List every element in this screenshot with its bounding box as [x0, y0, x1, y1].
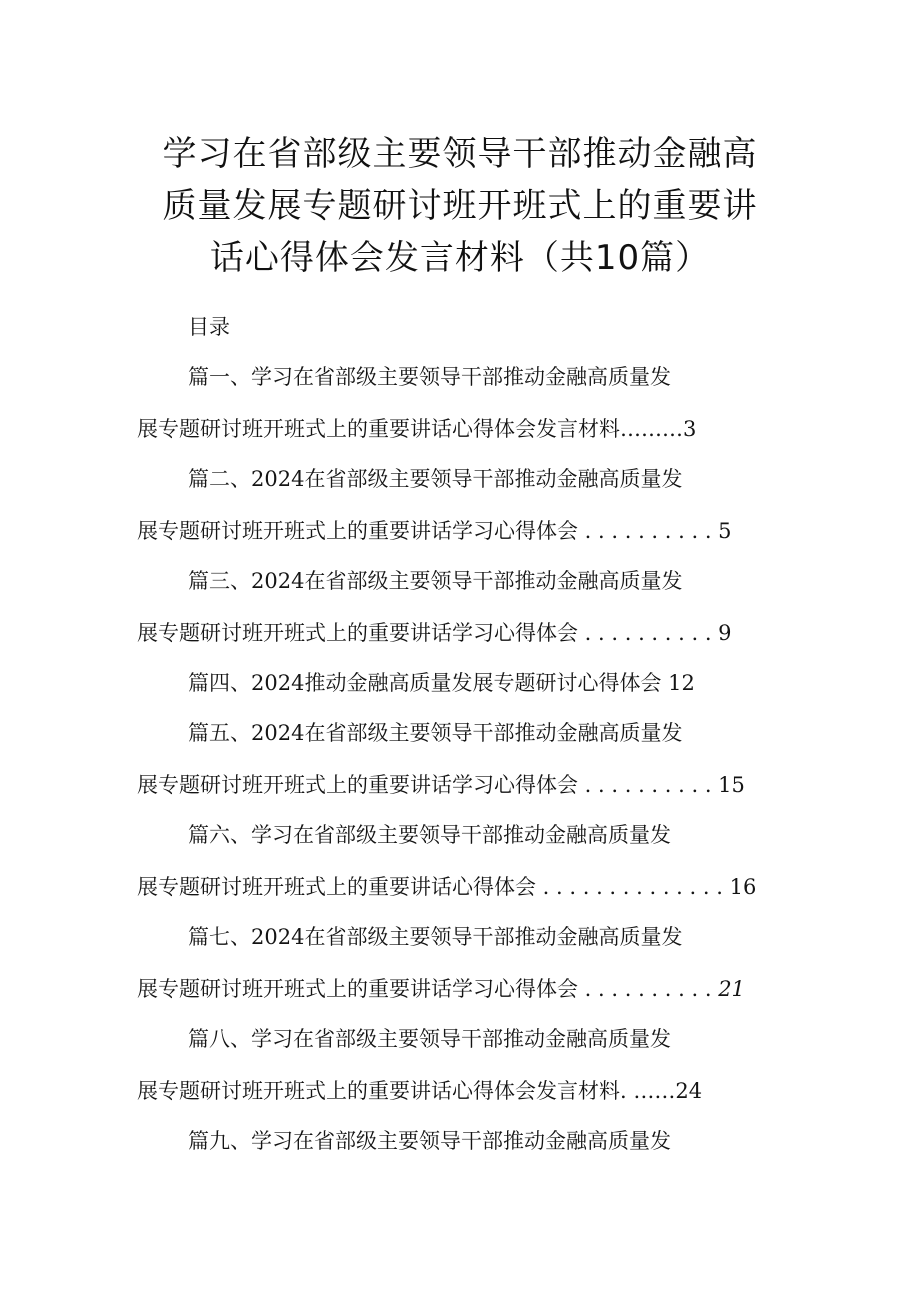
- toc-entry-7-line-1[interactable]: 篇七、2024在省部级主要领导干部推动金融高质量发: [188, 925, 683, 949]
- toc-entry-5-line-1[interactable]: 篇五、2024在省部级主要领导干部推动金融高质量发: [188, 721, 683, 745]
- toc-entry-2-line-2[interactable]: 展专题研讨班开班式上的重要讲话学习心得体会 . . . . . . . . . . 5: [137, 519, 732, 543]
- toc-entry-3-line-1[interactable]: 篇三、2024在省部级主要领导干部推动金融高质量发: [188, 569, 683, 593]
- toc-heading: 目录: [188, 315, 230, 339]
- toc-entry-7-page-number: 21: [718, 977, 745, 1001]
- toc-entry-4[interactable]: 篇四、2024推动金融高质量发展专题研讨心得体会 12: [188, 671, 695, 695]
- toc-entry-2-line-1[interactable]: 篇二、2024在省部级主要领导干部推动金融高质量发: [188, 467, 683, 491]
- toc-entry-8-line-2[interactable]: 展专题研讨班开班式上的重要讲话心得体会发言材料. ……24: [137, 1079, 703, 1103]
- toc-entry-6-line-2[interactable]: 展专题研讨班开班式上的重要讲话心得体会 . . . . . . . . . . . . . . 16: [137, 875, 757, 899]
- toc-entry-9-line-1[interactable]: 篇九、学习在省部级主要领导干部推动金融高质量发: [188, 1129, 671, 1153]
- toc-entry-7-line-2[interactable]: [137, 974, 745, 1004]
- toc-entry-6-line-1[interactable]: 篇六、学习在省部级主要领导干部推动金融高质量发: [188, 823, 671, 847]
- toc-entry-3-line-2[interactable]: 展专题研讨班开班式上的重要讲话学习心得体会 . . . . . . . . . . 9: [137, 621, 732, 645]
- document-title: 学习在省部级主要领导干部推动金融高质量发展专题研讨班开班式上的重要讲话心得体会发言材料（共10篇）: [162, 134, 758, 278]
- toc-entry-1-line-1[interactable]: 篇一、学习在省部级主要领导干部推动金融高质量发: [188, 365, 671, 389]
- toc-entry-7-text: 展专题研讨班开班式上的重要讲话学习心得体会 . . . . . . . . . .: [137, 977, 719, 1001]
- toc-entry-5-line-2[interactable]: 展专题研讨班开班式上的重要讲话学习心得体会 . . . . . . . . . . 15: [137, 773, 745, 797]
- toc-entry-8-line-1[interactable]: 篇八、学习在省部级主要领导干部推动金融高质量发: [188, 1027, 671, 1051]
- toc-entry-1-line-2[interactable]: 展专题研讨班开班式上的重要讲话心得体会发言材料………3: [137, 417, 697, 441]
